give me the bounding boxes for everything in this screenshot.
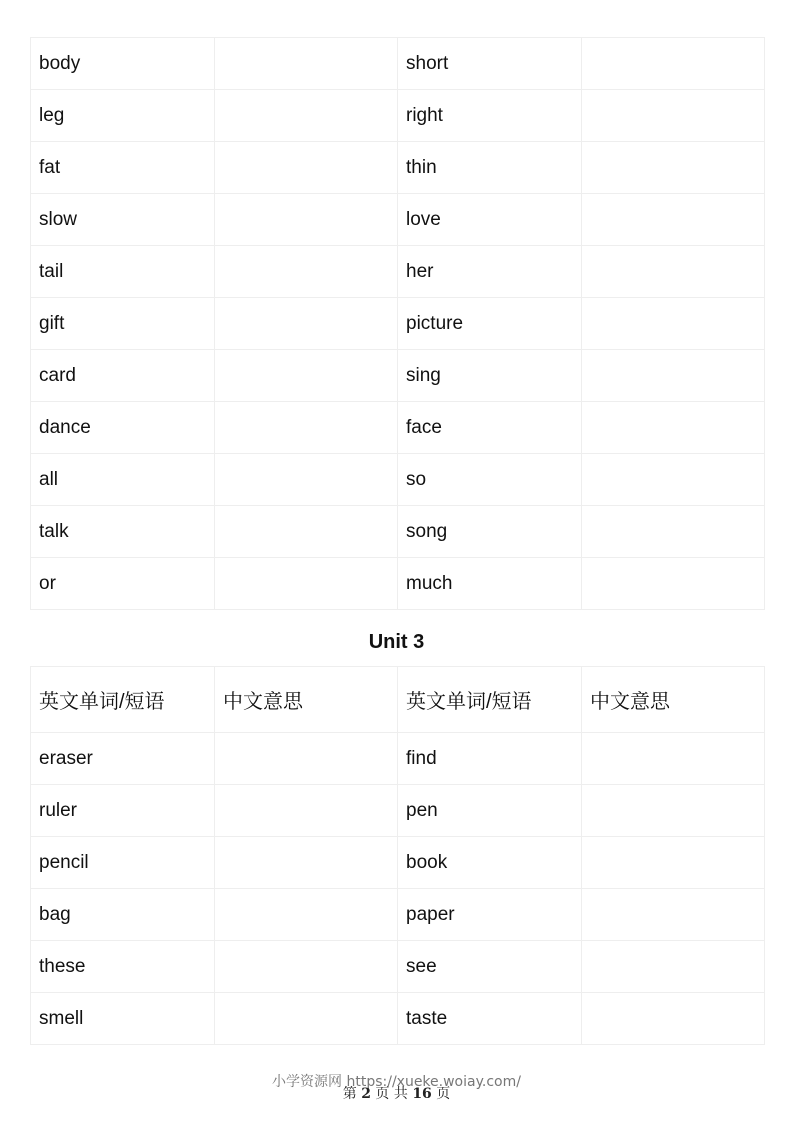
table-row bbox=[31, 298, 765, 350]
english-word-cell: right bbox=[398, 90, 582, 142]
chinese-meaning-cell bbox=[215, 941, 398, 993]
english-word-cell: eraser bbox=[31, 733, 215, 785]
english-word-cell: fat bbox=[31, 142, 215, 194]
chinese-meaning-cell bbox=[215, 246, 398, 298]
chinese-meaning-cell bbox=[582, 837, 765, 889]
english-word-cell: dance bbox=[31, 402, 215, 454]
vocab-table-top bbox=[30, 37, 765, 610]
english-word-cell: card bbox=[31, 350, 215, 402]
chinese-meaning-cell bbox=[215, 454, 398, 506]
english-word-cell: her bbox=[398, 246, 582, 298]
header-chinese-meaning: 中文意思 bbox=[582, 667, 765, 733]
header-english-words: 英文单词/短语 bbox=[398, 667, 582, 733]
english-word-cell: song bbox=[398, 506, 582, 558]
english-word-cell: paper bbox=[398, 889, 582, 941]
chinese-meaning-cell bbox=[215, 837, 398, 889]
current-page: 2 bbox=[361, 1086, 371, 1102]
table-row bbox=[31, 785, 765, 837]
english-word-cell: pen bbox=[398, 785, 582, 837]
header-chinese-meaning: 中文意思 bbox=[215, 667, 398, 733]
english-word-cell: these bbox=[31, 941, 215, 993]
chinese-meaning-cell bbox=[215, 142, 398, 194]
english-word-cell: so bbox=[398, 454, 582, 506]
page-prefix: 第 bbox=[342, 1086, 357, 1102]
table-row bbox=[31, 454, 765, 506]
header-english-words: 英文单词/短语 bbox=[31, 667, 215, 733]
table-row bbox=[31, 558, 765, 610]
chinese-meaning-cell bbox=[215, 350, 398, 402]
table-row bbox=[31, 246, 765, 298]
chinese-meaning-cell bbox=[582, 558, 765, 610]
chinese-meaning-cell bbox=[582, 298, 765, 350]
english-word-cell: sing bbox=[398, 350, 582, 402]
chinese-meaning-cell bbox=[582, 454, 765, 506]
english-word-cell: body bbox=[31, 38, 215, 90]
chinese-meaning-cell bbox=[582, 246, 765, 298]
chinese-meaning-cell bbox=[582, 993, 765, 1045]
english-word-cell: picture bbox=[398, 298, 582, 350]
english-word-cell: or bbox=[31, 558, 215, 610]
english-word-cell: slow bbox=[31, 194, 215, 246]
chinese-meaning-cell bbox=[582, 941, 765, 993]
total-pages: 16 bbox=[412, 1086, 432, 1102]
table-row bbox=[31, 38, 765, 90]
english-word-cell: book bbox=[398, 837, 582, 889]
english-word-cell: ruler bbox=[31, 785, 215, 837]
footer-page-number bbox=[0, 1083, 793, 1103]
table-row bbox=[31, 837, 765, 889]
table-row bbox=[31, 993, 765, 1045]
chinese-meaning-cell bbox=[215, 785, 398, 837]
table-row bbox=[31, 90, 765, 142]
chinese-meaning-cell bbox=[215, 402, 398, 454]
english-word-cell: love bbox=[398, 194, 582, 246]
english-word-cell: taste bbox=[398, 993, 582, 1045]
table-row bbox=[31, 941, 765, 993]
english-word-cell: tail bbox=[31, 246, 215, 298]
vocab-table-unit3 bbox=[30, 666, 765, 1045]
chinese-meaning-cell bbox=[582, 506, 765, 558]
chinese-meaning-cell bbox=[215, 38, 398, 90]
english-word-cell: bag bbox=[31, 889, 215, 941]
english-word-cell: see bbox=[398, 941, 582, 993]
chinese-meaning-cell bbox=[582, 90, 765, 142]
chinese-meaning-cell bbox=[582, 350, 765, 402]
english-word-cell: find bbox=[398, 733, 582, 785]
table-row bbox=[31, 194, 765, 246]
chinese-meaning-cell bbox=[582, 785, 765, 837]
english-word-cell: short bbox=[398, 38, 582, 90]
english-word-cell: talk bbox=[31, 506, 215, 558]
chinese-meaning-cell bbox=[215, 194, 398, 246]
chinese-meaning-cell bbox=[582, 142, 765, 194]
table-header-row bbox=[31, 667, 765, 733]
footer-site-link[interactable]: 小学资源网 https://xueke.woiay.com/ bbox=[272, 1074, 521, 1090]
chinese-meaning-cell bbox=[582, 889, 765, 941]
english-word-cell: all bbox=[31, 454, 215, 506]
table-row bbox=[31, 733, 765, 785]
english-word-cell: face bbox=[398, 402, 582, 454]
chinese-meaning-cell bbox=[215, 558, 398, 610]
chinese-meaning-cell bbox=[215, 889, 398, 941]
table-row bbox=[31, 402, 765, 454]
table-row bbox=[31, 350, 765, 402]
page-middle: 页 共 bbox=[375, 1086, 408, 1102]
chinese-meaning-cell bbox=[582, 402, 765, 454]
english-word-cell: smell bbox=[31, 993, 215, 1045]
chinese-meaning-cell bbox=[215, 733, 398, 785]
chinese-meaning-cell bbox=[215, 90, 398, 142]
chinese-meaning-cell bbox=[215, 298, 398, 350]
english-word-cell: leg bbox=[31, 90, 215, 142]
unit-title: Unit 3 bbox=[368, 631, 425, 653]
chinese-meaning-cell bbox=[215, 506, 398, 558]
table-row bbox=[31, 506, 765, 558]
english-word-cell: gift bbox=[31, 298, 215, 350]
english-word-cell: pencil bbox=[31, 837, 215, 889]
chinese-meaning-cell bbox=[582, 194, 765, 246]
table-row bbox=[31, 142, 765, 194]
english-word-cell: much bbox=[398, 558, 582, 610]
table-row bbox=[31, 889, 765, 941]
chinese-meaning-cell bbox=[582, 38, 765, 90]
page-suffix: 页 bbox=[436, 1086, 451, 1102]
english-word-cell: thin bbox=[398, 142, 582, 194]
chinese-meaning-cell bbox=[215, 993, 398, 1045]
chinese-meaning-cell bbox=[582, 733, 765, 785]
